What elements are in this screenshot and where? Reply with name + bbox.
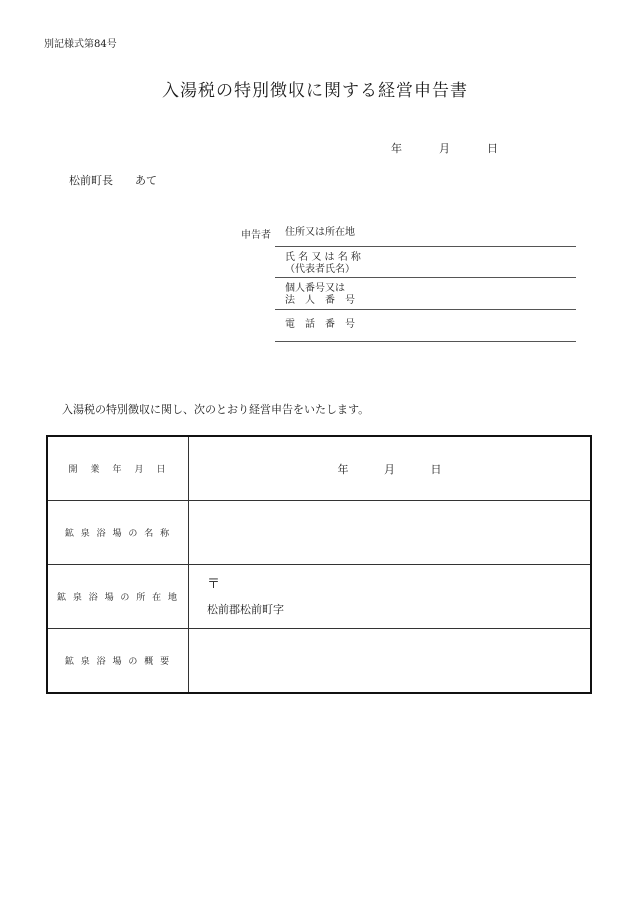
name-label xyxy=(285,252,361,276)
addressee-suffix: あて xyxy=(135,174,157,187)
addressee-name: 松前町長 xyxy=(69,174,113,187)
table-row xyxy=(47,629,591,694)
table-row xyxy=(47,436,591,501)
individual-number-row[interactable] xyxy=(275,278,576,310)
spa-name-label: 鉱 泉 浴 場 の 名 称 xyxy=(47,501,189,565)
opening-date-label: 開 業 年 月 日 xyxy=(47,436,189,501)
number-label-line2: 法 人 番 号 xyxy=(285,295,355,306)
submission-date xyxy=(391,140,498,156)
date-year-label: 年 xyxy=(391,142,402,155)
name-label-line2: （代表者氏名） xyxy=(285,264,355,275)
date-day-label: 日 xyxy=(487,142,498,155)
phone-label: 電 話 番 号 xyxy=(285,319,355,330)
spa-name-field[interactable] xyxy=(189,501,592,565)
individual-number-label xyxy=(285,283,355,307)
table-row xyxy=(47,501,591,565)
spa-location-field[interactable] xyxy=(189,565,592,629)
addressee xyxy=(69,172,157,188)
postal-mark: 〒 xyxy=(207,577,221,592)
spa-summary-field[interactable] xyxy=(189,629,592,694)
opening-year-label: 年 xyxy=(337,462,349,476)
location-prefix: 松前郡松前町字 xyxy=(207,603,284,616)
phone-row[interactable] xyxy=(275,310,576,342)
spa-summary-label: 鉱 泉 浴 場 の 概 要 xyxy=(47,629,189,694)
date-month-label: 月 xyxy=(439,142,450,155)
name-row[interactable] xyxy=(275,247,576,278)
form-number: 別記様式第84号 xyxy=(44,39,117,50)
name-label-line1: 氏 名 又 は 名 称 xyxy=(285,252,361,263)
spa-location-label: 鉱 泉 浴 場 の 所 在 地 xyxy=(47,565,189,629)
applicant-info xyxy=(275,222,576,342)
intro-text: 入湯税の特別徴収に関し、次のとおり経営申告をいたします。 xyxy=(62,403,370,416)
opening-day-label: 日 xyxy=(430,462,442,476)
document-title: 入湯税の特別徴収に関する経営申告書 xyxy=(162,81,468,101)
declaration-table xyxy=(46,435,592,694)
number-label-line1: 個人番号又は xyxy=(285,283,345,294)
address-row[interactable] xyxy=(275,222,576,247)
opening-month-label: 月 xyxy=(384,462,395,476)
applicant-label: 申告者 xyxy=(241,230,271,241)
address-label: 住所又は所在地 xyxy=(285,227,355,238)
opening-date-field[interactable] xyxy=(189,436,592,501)
table-row xyxy=(47,565,591,629)
